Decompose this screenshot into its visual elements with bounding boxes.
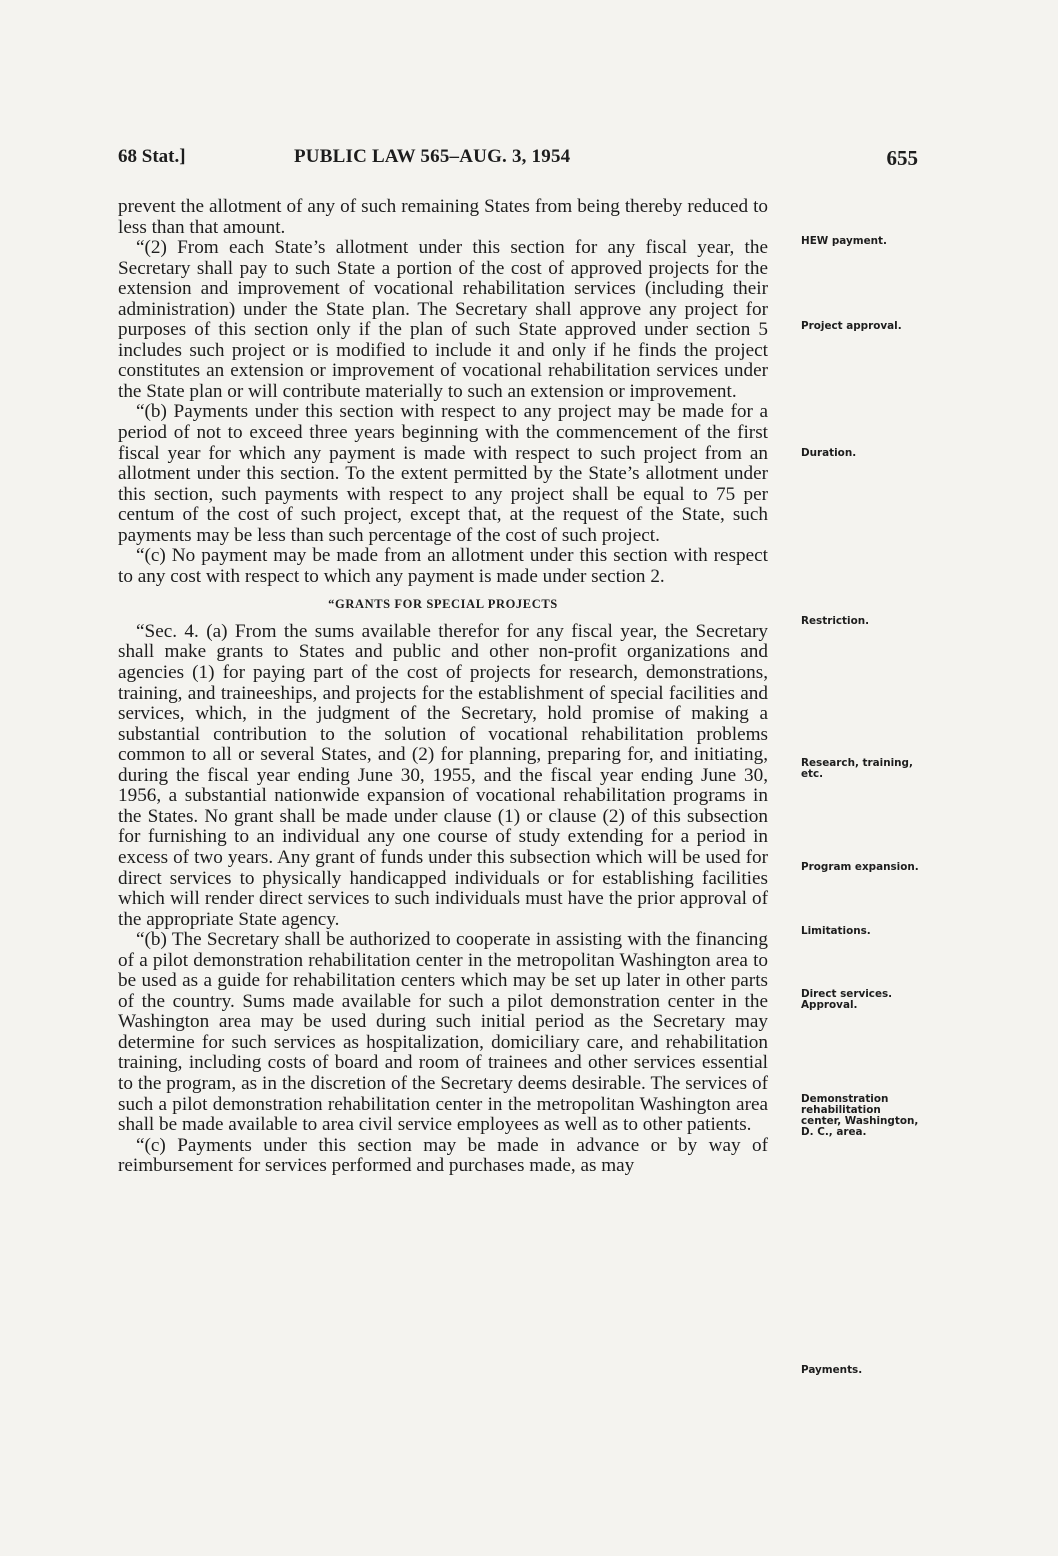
paragraph-sec4-a: “Sec. 4. (a) From the sums available therefor for any fiscal year, the Secretary shall make grants to States and public and other non-profit organizations and agencies (1) for paying part of the cost of projects for research, demonstrations, training, and traineeships, and projects for the establishment of special facilities and services, which, in the judgment of the Secretary, hold promise of making a substantial contribution to the solution of vocational rehabilitation problems common to all or several States, and (2) for planning, preparing for, and initiating, during the fiscal year ending June 30, 1955, and the fiscal year ending June 30, 1956, a substantial nationwide expansion of vocational rehabilitation programs in the States. No grant shall be made under clause (1) or clause (2) of this subsection for furnishing to an individual any one course of study extending for a period in excess of two years. Any grant of funds under this subsection which will be used for direct services to physically handicapped individuals or for establishing facilities which will render direct services to such individuals must have the prior approval of the appropriate State agency.: [118, 620, 768, 930]
margin-note-project-approval: Project approval.: [801, 320, 902, 332]
paragraph-c: “(c) No payment may be made from an allotment under this section with respect to any cost with respect to which any payment is made under section 2.: [118, 545, 768, 587]
margin-note-direct-services: Direct services. Approval.: [801, 988, 893, 1011]
paragraph-sec4-b: “(b) The Secretary shall be authorized to cooperate in assisting with the financing of a pilot demonstration rehabilitation center in the metropolitan Washington area to be used as a guide for rehabilitation centers which may be set up later in other parts of the country. Sums made available for such a pilot demonstration center in the Washington area may be used during such initial period as the Secretary may determine for such services as hospitalization, domiciliary care, and rehabilitation training, including costs of board and room of trainees and other services essential to the program, as in the discretion of the Secretary deems desirable. The services of such a pilot demonstration rehabilitation center in the metropolitan Washington area shall be made available to area civil service employees as well as to other patients.: [118, 929, 768, 1136]
margin-note-payments: Payments.: [801, 1364, 863, 1376]
section-heading: “GRANTS FOR SPECIAL PROJECTS: [328, 597, 558, 612]
margin-note-demonstration-center: Demonstration rehabilitation center, Washington, D. C., area.: [801, 1093, 919, 1138]
page-header: [118, 146, 918, 170]
page-number: 655: [886, 146, 918, 170]
margin-note-program-expansion: Program expansion.: [801, 861, 919, 873]
margin-note-restriction: Restriction.: [801, 615, 870, 627]
paragraph-continuation: prevent the allotment of any of such remaining States from being thereby reduced to less than that amount.: [118, 196, 768, 238]
paragraph-a2: “(2) From each State’s allotment under this section for any fiscal year, the Secretary shall pay to such State a portion of the cost of approved projects for the extension and improvement of vocational rehabilitation services (including their administration) under the State plan. The Secretary shall approve any project for purposes of this section only if the plan of such State approved under section 5 includes such project or is modified to include it and only if he finds the project constitutes an extension or improvement of vocational rehabilitation services under the State plan or will contribute materially to such an extension or improvement.: [118, 237, 768, 402]
paragraph-sec4-c: “(c) Payments under this section may be made in advance or by way of reimbursement for services performed and purchases made, as may: [118, 1134, 768, 1177]
margin-note-limitations: Limitations.: [801, 925, 871, 937]
margin-note-hew-payment: HEW payment.: [801, 235, 887, 247]
margin-note-duration: Duration.: [801, 447, 857, 459]
statute-body: [118, 197, 768, 1177]
page-title: PUBLIC LAW 565–AUG. 3, 1954: [294, 146, 571, 167]
paragraph-b: “(b) Payments under this section with respect to any project may be made for a period of not to exceed three years beginning with the commencement of the first fiscal year for which any payment is made with respect to such project from an allotment under this section. To the extent permitted by the State’s allotment under this section, such payments with respect to any project shall be equal to 75 per centum of the cost of such project, except that, at the request of the State, such payments may be less than such percentage of the cost of such project.: [118, 401, 768, 546]
margin-note-research-training: Research, training, etc.: [801, 757, 913, 780]
volume-reference: 68 Stat.]: [118, 146, 186, 167]
